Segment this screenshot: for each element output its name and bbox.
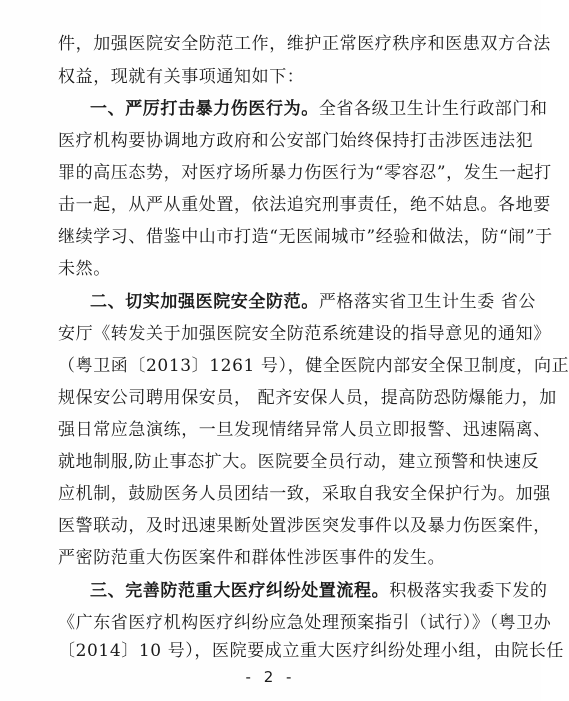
intro-line-2: 权益，现就有关事项通知如下： [58, 67, 305, 87]
page-number: - 2 - [245, 668, 296, 686]
section-1-first-line [90, 98, 548, 120]
section-2-line-2: 安厅《转发关于加强医院安全防范系统建设的指导意见的通知》 [58, 324, 551, 344]
section-1-line-6: 未然。 [58, 259, 111, 279]
section-2-heading: 二、切实加强医院安全防范。 [90, 292, 319, 312]
section-3-line-2: 《广东省医疗机构医疗纠纷应急处理预案指引（试行）》（粤卫办 [58, 613, 552, 633]
section-2-line-4: 规保安公司聘用保安员， 配齐安保人员，提高防恐防爆能力，加 [58, 388, 557, 408]
section-3-heading: 三、完善防范重大医疗纠纷处置流程。 [90, 581, 390, 601]
section-2-line-7: 应机制，鼓励医务人员团结一致，采取自我安全保护行为。加强 [58, 484, 551, 504]
section-1-line-4: 击一起，从严从重处置，依法追究刑事责任，绝不姑息。各地要 [58, 195, 551, 215]
section-1-line-3: 罪的高压态势，对医疗场所暴力伤医行为“零容忍”，发生一起打 [58, 163, 552, 183]
section-3-text: 积极落实我委下发的 [389, 581, 548, 601]
section-2-line-9: 严密防范重大伤医案件和群体性涉医事件的发生。 [58, 548, 446, 568]
section-2-first-line [90, 291, 537, 313]
section-1-heading: 一、严厉打击暴力伤医行为。 [90, 99, 319, 119]
section-2-line-5: 强日常应急演练，一旦发现情绪异常人员立即报警、迅速隔离、 [58, 420, 551, 440]
section-3-first-line [90, 580, 548, 602]
section-1-text: 全省各级卫生计生行政部门和 [318, 99, 548, 119]
section-1-line-5: 继续学习、借鉴中山市打造“无医闹城市”经验和做法，防“闹”于 [58, 227, 553, 247]
section-2-line-3: （粤卫函〔2013〕1261 号），健全医院内部安全保卫制度，向正 [58, 356, 569, 376]
section-3-line-3: 〔2014〕10 号），医院要成立重大医疗纠纷处理小组，由院长任 [58, 641, 564, 661]
intro-line-1: 件，加强医院安全防范工作，维护正常医疗秩序和医患双方合法 [58, 34, 551, 54]
section-1-line-2: 医疗机构要协调地方政府和公安部门始终保持打击涉医违法犯 [58, 131, 534, 151]
section-2-text: 严格落实省卫生计生委 省公 [318, 292, 537, 312]
section-2-line-6: 就地制服,防止事态扩大。医院要全员行动，建立预警和快速反 [58, 452, 540, 472]
section-2-line-8: 医警联动，及时迅速果断处置涉医突发事件以及暴力伤医案件， [58, 516, 551, 536]
